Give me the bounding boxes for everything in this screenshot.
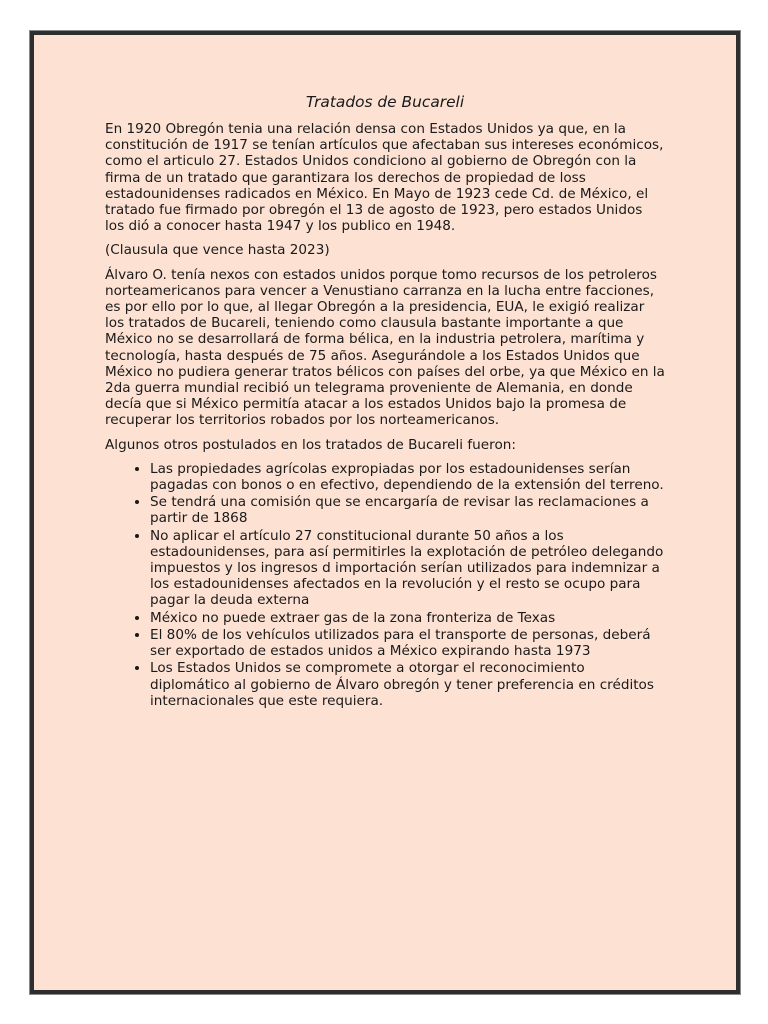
paragraph-clause-note: (Clausula que vence hasta 2023) xyxy=(105,242,330,259)
paragraph-alvaro: Álvaro O. tenía nexos con estados unidos porque tomo recursos de los petroleros norteamericanos para vencer a Venustiano carranza en la lucha entre facciones, es por ello por lo que, al llegar Obregón a la presidencia, EUA, le exigió realizar los tratados de Bucareli, teniendo como clausula bastante importante a que México no se desarrollará de forma bélica, en la industria petrolera, marítima y tecnología, hasta después de 75 años. Asegurándole a los Estados Unidos que México no pudiera generar tratos bélicos con países del orbe, ya que México en la 2da guerra mundial recibió un telegrama proveniente de Alemania, en donde decía que si México permitía atacar a los estados Unidos bajo la promesa de recuperar los territorios robados por los norteamericanos. xyxy=(105,266,665,429)
list-item: • No aplicar el artículo 27 constitucional durante 50 años a los estadounidenses, para así permitirles la explotación de petróleo delegando impuestos y los ingresos d importación serían utilizados para indemnizar a los estadounidenses afectados en la revolución y el resto se ocupo para pagar la deuda externa xyxy=(150,528,665,609)
list-item: • Se tendrá una comisión que se encargaría de revisar las reclamaciones a partir de 1868 xyxy=(150,494,665,526)
document-title: Tratados de Bucareli xyxy=(305,93,465,111)
list-item: • México no puede extraer gas de la zona fronteriza de Texas xyxy=(150,610,665,626)
list-item: • Los Estados Unidos se compromete a otorgar el reconocimiento diplomático al gobierno de Álvaro obregón y tener preferencia en créditos internacionales que este requiera. xyxy=(150,660,665,709)
document-page xyxy=(30,31,740,994)
postulates-list xyxy=(105,461,665,709)
list-item: • Las propiedades agrícolas expropiadas por los estadounidenses serían pagadas con bonos o en efectivo, dependiendo de la extensión del terreno. xyxy=(150,461,665,493)
list-item: • El 80% de los vehículos utilizados para el transporte de personas, deberá ser exportado de estados unidos a México expirando hasta 1973 xyxy=(150,627,665,659)
paragraph-intro: En 1920 Obregón tenia una relación densa con Estados Unidos ya que, en la constitución de 1917 se tenían artículos que afectaban sus intereses económicos, como el articulo 27. Estados Unidos condiciono al gobierno de Obregón con la firma de un tratado que garantizara los derechos de propiedad de loss estadounidenses radicados en México. En Mayo de 1923 cede Cd. de México, el tratado fue firmado por obregón el 13 de agosto de 1923, pero estados Unidos los dió a conocer hasta 1947 y los publico en 1948. xyxy=(105,121,664,235)
document-content xyxy=(105,93,665,710)
paragraph-postulates-intro: Algunos otros postulados en los tratados de Bucareli fueron: xyxy=(105,436,516,453)
